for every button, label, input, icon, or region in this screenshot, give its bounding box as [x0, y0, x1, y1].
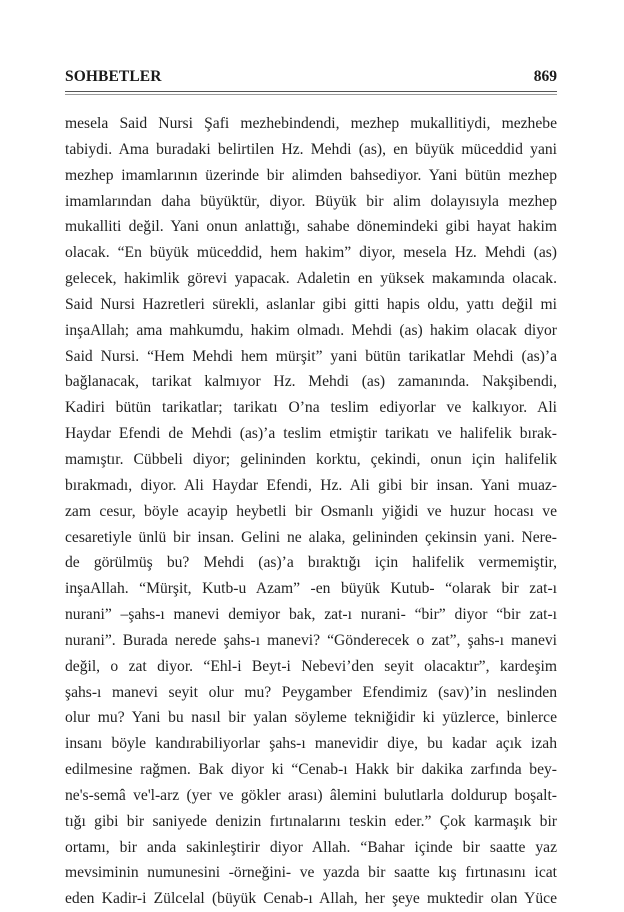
header-double-rule [65, 91, 557, 95]
text-line: Said Nursi Hazretleri sürekli, aslanlar gibi gitti hapis oldu, yattı değil mi [65, 295, 557, 313]
text-line: nurani” –şahs-ı manevi demiyor bak, zat-ı nurani- “bir” diyor “bir zat-ı [65, 606, 557, 624]
text-line: tabiydi. Ama buradaki belirtilen Hz. Mehdi (as), en büyük müceddid yani [65, 140, 557, 158]
text-line: mamıştır. Cübbeli diyor; gelininden korktu, çekindi, onun için halifelik [65, 450, 557, 468]
text-line: nurani”. Burada nerede şahs-ı manevi? “Gönderecek o zat”, şahs-ı manevi [65, 631, 557, 649]
text-line: Kadiri bütün tarikatlar; tarikatı O’na teslim ediyorlar ve kalkıyor. Ali [65, 399, 557, 417]
text-line: eden Kadir-i Zülcelal (büyük Cenab-ı Allah, her şeye muktedir olan Yüce [65, 890, 557, 908]
text-line: insanı böyle kandırabiliyorlar şahs-ı manevidir diye, bu kadar açık izah [65, 735, 557, 753]
text-line: gelecek, hakimlik görevi yapacak. Adaletin en yüksek makamında olacak. [65, 270, 557, 288]
text-line: bırakmadı, diyor. Ali Haydar Efendi, Hz. Ali gibi bir insan. Yani muaz- [65, 476, 557, 494]
page-number: 869 [533, 68, 557, 85]
text-line: ne's-semâ ve'l-arz (yer ve gökler arası) âlemini bulutlarla doldurup boşalt- [65, 786, 557, 804]
body-text [65, 111, 557, 912]
text-line: edilmesine rağmen. Bak diyor ki “Cenab-ı Hakk bir dakika zarfında bey- [65, 761, 557, 779]
text-line: mesela Said Nursi Şafi mezhebindendi, mezhep mukallitiydi, mezhebe [65, 115, 557, 132]
page-header [65, 68, 557, 88]
text-line: mevsiminin numunesini -örneğini- ve yazda bir saatte kış fırtınasını icat [65, 864, 557, 882]
text-line: olacak. “En büyük müceddid, hem hakim” diyor, mesela Hz. Mehdi (as) [65, 244, 557, 262]
text-line: şahs-ı manevi seyit olur mu? Peygamber Efendimiz (sav)’in neslinden [65, 683, 557, 701]
text-line: inşaAllah. “Mürşit, Kutb-u Azam” -en büyük Kutub- “olarak bir zat-ı [65, 580, 557, 598]
text-line: Haydar Efendi de Mehdi (as)’a teslim etmiştir tarikatı ve halifelik bırak- [65, 425, 557, 443]
text-line: bağlanacak, tarikat kalmıyor Hz. Mehdi (as) zamanında. Nakşibendi, [65, 373, 557, 391]
text-line: de görülmüş bu? Mehdi (as)’a bıraktığı için halifelik vermemiştir, [65, 554, 557, 572]
text-line: mukalliti değil. Yani onun anlattığı, sahabe dönemindeki gibi hayat hakim [65, 218, 557, 236]
text-line: olur mu? Yani bu nasıl bir yalan söyleme tekniğidir ki yüzlerce, binlerce [65, 709, 557, 727]
text-line: imamlarından daha büyüktür, diyor. Büyük bir alim dolayısıyla mezhep [65, 192, 557, 210]
text-line: zam cesur, böyle acayip heybetli bir Osmanlı yiğidi ve huzur hocası ve [65, 502, 557, 520]
text-line: cesaretiyle ünlü bir insan. Gelini ne alaka, gelininden çekinsin yani. Nere- [65, 528, 557, 546]
text-line: tığı gibi bir saniyede denizin fırtınalarını teskin eder.” Çok karmaşık bir [65, 812, 557, 830]
text-line: değil, o zat diyor. “Ehl-i Beyt-i Nebevi’den seyit olacaktır”, kardeşim [65, 657, 557, 675]
text-line: ortamı, bir anda sakinleştirir diyor Allah. “Bahar içinde bir saatte yaz [65, 838, 557, 856]
running-title: SOHBETLER [65, 68, 162, 85]
text-line: mezhep imamlarının üzerinde bir alimden bahsediyor. Yani bütün mezhep [65, 166, 557, 184]
text-line: inşaAllah; ama mahkumdu, hakim olmadı. Mehdi (as) hakim olacak diyor [65, 321, 557, 339]
text-line: Said Nursi. “Hem Mehdi hem mürşit” yani bütün tarikatlar Mehdi (as)’a [65, 347, 557, 365]
